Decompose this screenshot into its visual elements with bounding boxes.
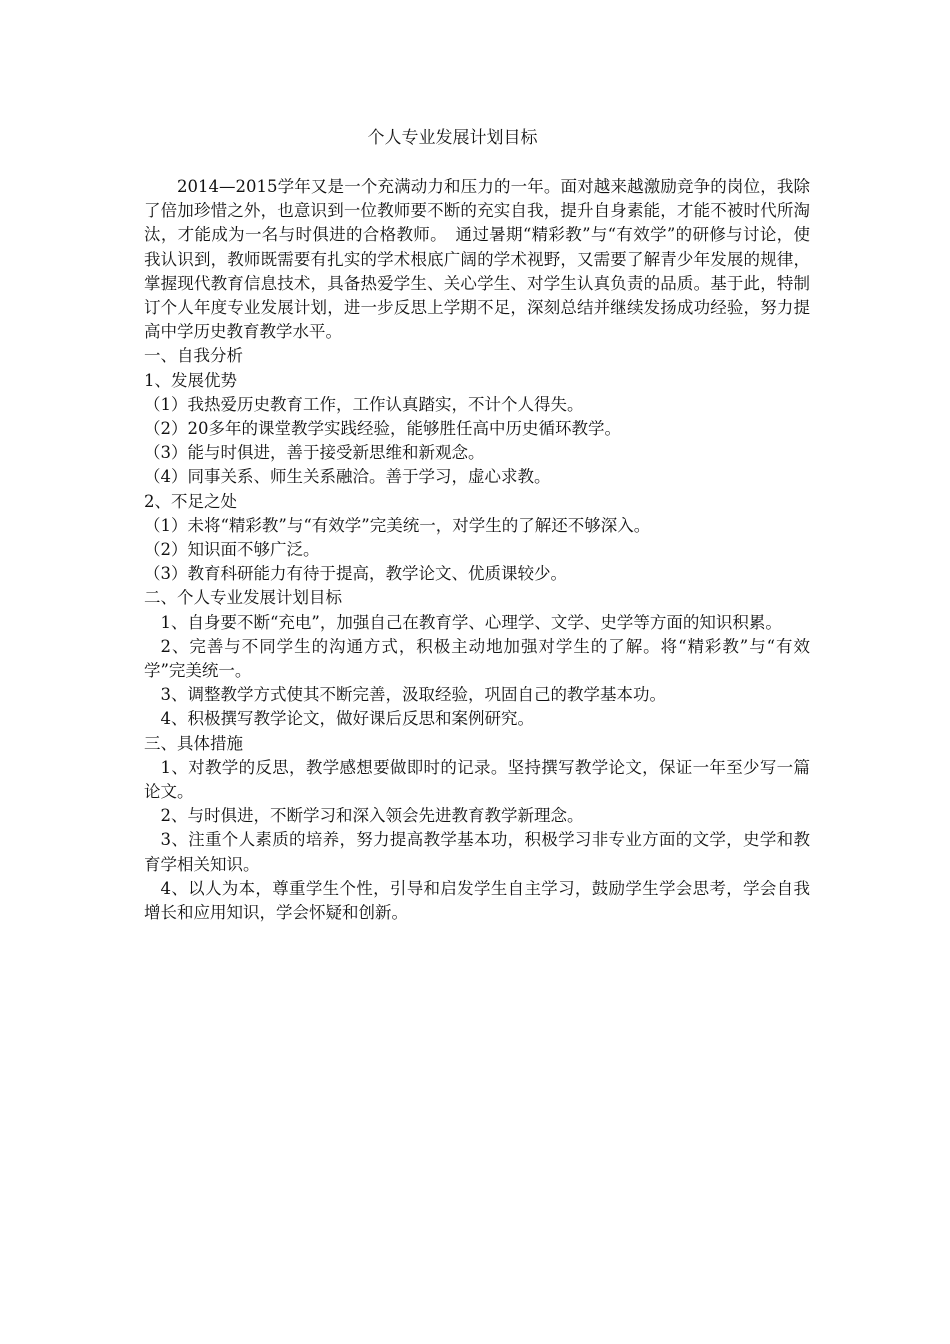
intro-paragraph: 2014—2015学年又是一个充满动力和压力的一年。面对越来越激励竞争的岗位，我除了倍加珍惜之外，也意识到一位教师要不断的充实自我，提升自身素能，才能不被时代所淘汰，才能成为一名与时俱进的合格教师。 通过暑期“精彩教”与“有效学”的研修与讨论，使我认识到，教师既需要有扎实的学术根底广阔的学术视野，又需要了解青少年发展的规律，掌握现代教育信息技术，具备热爱学生、关心学生、对学生认真负责的品质。基于此，特制订个人年度专业发展计划，进一步反思上学期不足，深刻总结并继续发扬成功经验，努力提高中学历史教育教学水平。	[144, 177, 810, 342]
list-item: （3）能与时俱进，善于接受新思维和新观念。	[144, 443, 485, 463]
measure-item: 4、以人为本，尊重学生个性，引导和启发学生自主学习，鼓励学生学会思考，学会自我增长和应用知识，学会怀疑和创新。	[144, 878, 810, 923]
goal-item: 1、自身要不断“充电”，加强自己在教育学、心理学、文学、史学等方面的知识积累。	[160, 612, 782, 632]
goal-item: 4、积极撰写教学论文，做好课后反思和案例研究。	[160, 709, 534, 729]
goal-item: 2、完善与不同学生的沟通方式，积极主动地加强对学生的了解。将“精彩教”与“有效学”完美统一。	[144, 636, 810, 681]
list-item: （2）20多年的课堂教学实践经验，能够胜任高中历史循环教学。	[144, 419, 621, 439]
list-item: （1）未将“精彩教”与“有效学”完美统一，对学生的了解还不够深入。	[144, 515, 651, 535]
list-item: （1）我热爱历史教育工作，工作认真踏实，不计个人得失。	[144, 394, 584, 414]
list-item: （4）同事关系、师生关系融洽。善于学习，虚心求教。	[144, 467, 551, 487]
document-title: 个人专业发展计划目标	[367, 128, 538, 148]
section-heading-measures: 三、具体措施	[144, 733, 243, 753]
list-item: （3）教育科研能力有待于提高，教学论文、优质课较少。	[144, 564, 567, 584]
section-heading-self-analysis: 一、自我分析	[144, 346, 243, 366]
measure-item: 2、与时俱进，不断学习和深入领会先进教育教学新理念。	[160, 806, 584, 826]
section-heading-goals: 二、个人专业发展计划目标	[144, 588, 342, 608]
goal-item: 3、调整教学方式使其不断完善，汲取经验，巩固自己的教学基本功。	[160, 685, 666, 705]
list-item: （2）知识面不够广泛。	[144, 540, 320, 560]
subsection-heading-weaknesses: 2、不足之处	[144, 491, 237, 511]
subsection-heading-strengths: 1、发展优势	[144, 370, 237, 390]
document-body	[144, 175, 810, 925]
measure-item: 3、注重个人素质的培养，努力提高教学基本功，积极学习非专业方面的文学，史学和教育学相关知识。	[144, 830, 810, 874]
measure-item: 1、对教学的反思，教学感想要做即时的记录。坚持撰写教学论文，保证一年至少写一篇论文。	[144, 757, 810, 802]
